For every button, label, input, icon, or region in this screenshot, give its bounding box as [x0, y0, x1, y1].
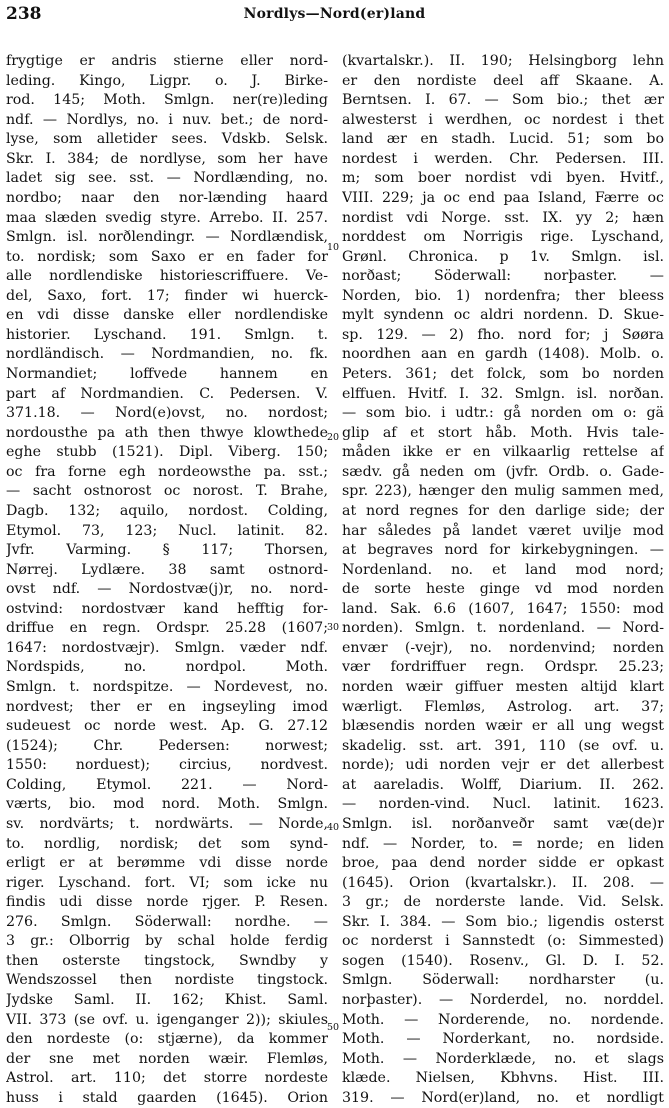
text-line: — sacht ostnorost oc norost. T. Brahe,	[6, 483, 328, 500]
text-line: huss i stald gaarden (1645). Orion	[6, 1089, 328, 1106]
text-line: land. Sak. 6.6 (1607, 1647; 1550: mod	[342, 600, 664, 617]
text-line: erligt er at berømme vdi disse norde	[6, 855, 328, 872]
text-line: sv. nordvärts; t. nordwärts. — Norde,	[6, 815, 328, 832]
text-line: Norden, bio. 1) nordenfra; ther bleess	[342, 287, 664, 304]
text-line: norden wæir giffuer mesten altijd klart	[342, 679, 664, 695]
text-line: Dagb. 132; aquilo, nordost. Colding,	[6, 502, 328, 519]
text-line: den nordeste (o: stjærne), da kommer	[6, 1031, 328, 1048]
text-line: at begraves nord for kirkebygningen. —	[342, 542, 664, 559]
text-line: maa slæden svedig styre. Arrebo. II. 257.	[6, 209, 328, 226]
text-line: part af Nordmandien. C. Pedersen. V.	[6, 385, 328, 402]
text-line: ndf. — Norder, to. = norde; en liden	[342, 835, 664, 852]
text-line: VIII. 229; ja oc end paa Island, Færre oc	[342, 189, 664, 206]
left-column	[6, 52, 328, 1108]
text-line: Moth. — Norderkant, no. nordside.	[342, 1031, 664, 1048]
text-line: 276. Smlgn. Söderwall: nordhe. —	[6, 913, 328, 930]
text-line: klæde. Nielsen, Kbhvns. Hist. III.	[342, 1070, 664, 1087]
text-line: elffuen. Hvitf. I. 32. Smlgn. isl. norðan.	[342, 385, 664, 402]
text-line: noordhen aan en gardh (1408). Molb. o.	[342, 346, 664, 363]
text-line: Skr. I. 384; de nordlyse, som her have	[6, 150, 328, 167]
text-line: (kvartalskr.). II. 190; Helsingborg lehn	[342, 53, 664, 69]
text-line: Nordenland. no. et land mod nord;	[342, 561, 664, 578]
text-line: Astrol. art. 110; det storre nordeste	[6, 1070, 328, 1087]
text-line: Smlgn. Söderwall: nordharster (u.	[342, 972, 664, 989]
text-line: Berntsen. I. 67. — Som bio.; thet ær	[342, 92, 664, 109]
text-line: 3 gr.; de norderste lande. Vid. Selsk.	[342, 894, 664, 911]
text-line: broe, paa dend norder sidde er opkast	[342, 855, 664, 872]
text-line: 3 gr.: Olborrig by schal holde ferdig	[6, 933, 328, 950]
text-line: ndf. — Nordlys, no. i nuv. bet.; de nord-	[6, 111, 328, 128]
text-line: land ær en stadh. Lucid. 51; som bo	[342, 131, 664, 148]
page-header	[6, 4, 663, 30]
text-line: VII. 373 (se ovf. u. igenganger 2)); skiules	[6, 1011, 328, 1028]
text-line: (1524); Chr. Pedersen: norwest;	[6, 737, 328, 754]
text-line: — norden-vind. Nucl. latinit. 1623.	[342, 796, 664, 813]
text-line: spr. 223), hænger den mulig sammen med,	[342, 483, 664, 500]
text-line: driffue en regn. Ordspr. 25.28 (1607;	[6, 620, 328, 637]
text-line: to. nordlig, nordisk; det som synd-	[6, 835, 328, 852]
text-line: Skr. I. 384. — Som bio.; ligendis osterst	[342, 913, 664, 930]
text-line: rod. 145; Moth. Smlgn. ner(re)leding	[6, 92, 328, 109]
text-line: nordest i werden. Chr. Pedersen. III.	[342, 150, 664, 167]
text-line: 371.18. — Nord(e)ovst, no. nordost;	[6, 405, 328, 422]
text-line: frygtige er andris stierne eller nord-	[6, 53, 328, 69]
text-line: Smlgn. t. nordspitze. — Nordevest, no.	[6, 679, 328, 695]
text-line: 319. — Nord(er)land, no. et nordligt	[342, 1089, 664, 1106]
text-line: del, Saxo, fort. 17; finder wi huerck-	[6, 287, 328, 304]
text-line: Smlgn. isl. norðanveðr samt væ(de)r	[342, 815, 664, 832]
line-number: 30	[327, 622, 340, 633]
text-line: Smlgn. isl. norðlendingr. — Nordlændisk,	[6, 229, 328, 246]
text-line: 1550: norduest); circius, nordvest.	[6, 757, 328, 774]
text-line: nordbo; naar den nor-lænding haard	[6, 189, 328, 206]
text-line: sædv. gå neden om (jvfr. Ordb. o. Gade-	[342, 463, 664, 480]
text-line: har således på landet været uvilje mod	[342, 522, 664, 539]
text-line: then osterste tingstock, Swndby y	[6, 952, 328, 969]
text-line: nordousthe pa ath then thwye klowthede	[6, 424, 328, 441]
text-line: der sne met norden wæir. Flemløs,	[6, 1050, 328, 1067]
text-line: to. nordisk; som Saxo er en fader for	[6, 248, 328, 265]
text-line: alwesterst i werdhen, oc nordest i thet	[342, 111, 664, 128]
page-number: 238	[6, 4, 42, 24]
line-number: 20	[327, 432, 340, 443]
text-line: nordvest; ther er en ingseyling imod	[6, 698, 328, 715]
text-line: oc norderst i Sannstedt (o: Simmested)	[342, 933, 664, 950]
text-line: findis udi disse norde rjger. P. Resen.	[6, 894, 328, 911]
text-line: en vdi disse danske eller nordlendiske	[6, 307, 328, 324]
text-line: nordländisch. — Nordmandien, no. fk.	[6, 346, 328, 363]
text-line: blæsendis norden wæir er all ung wegst	[342, 718, 664, 735]
text-line: ostvind: nordostvær kand hefftig for-	[6, 600, 328, 617]
text-line: sudeuest oc norde west. Ap. G. 27.12	[6, 718, 328, 735]
text-line: (1645). Orion (kvartalskr.). II. 208. —	[342, 874, 664, 891]
text-line: m; som boer nordist vdi byen. Hvitf.,	[342, 170, 664, 187]
text-line: at nord regnes for den darlige side; der	[342, 502, 664, 519]
text-line: Wendszossel then nordiste tingstock.	[6, 972, 328, 989]
text-line: — som bio. i udtr.: gå norden om o: gä	[342, 405, 664, 422]
text-line: alle nordlendiske historiescriffuere. Ve-	[6, 268, 328, 285]
text-line: at aareladis. Wolff, Diarium. II. 262.	[342, 776, 664, 793]
text-line: Grønl. Chronica. p 1v. Smlgn. isl.	[342, 248, 664, 265]
text-line: 1647: nordostvæjr). Smlgn. væder ndf.	[6, 639, 328, 656]
text-line: Jvfr. Varming. § 117; Thorsen,	[6, 542, 328, 559]
text-line: riger. Lyschand. fort. VI; som icke nu	[6, 874, 328, 891]
line-number: 50	[327, 1022, 340, 1033]
text-line: norde); udi norden vejr er det allerbest	[342, 757, 664, 774]
text-line: Normandiet; loffvede hannem en	[6, 366, 328, 382]
text-line: norþaster). — Norderdel, no. norddel.	[342, 992, 664, 1008]
text-line: mylt syndenn oc aldri nordenn. D. Skue-	[342, 307, 664, 324]
text-line: vær fordriffuer regn. Ordspr. 25.23;	[342, 659, 664, 676]
running-head: Nordlys—Nord(er)land	[243, 6, 426, 22]
text-line: ladet sig see. sst. — Nordlænding, no.	[6, 170, 328, 187]
text-line: Nørrej. Lydlære. 38 samt ostnord-	[6, 561, 328, 578]
text-line: Peters. 361; det folck, som bo norden	[342, 366, 664, 382]
text-line: skadelig. sst. art. 391, 110 (se ovf. u.	[342, 737, 664, 754]
text-line: sp. 129. — 2) fho. nord for; j Søøra	[342, 326, 664, 343]
text-line: måden ikke er en vilkaarlig rettelse af	[342, 444, 664, 461]
text-line: sogen (1540). Rosenv., Gl. D. I. 52.	[342, 952, 664, 969]
text-line: Moth. — Norderende, no. nordende.	[342, 1011, 664, 1028]
line-number: 10	[327, 242, 340, 253]
text-line: norden). Smlgn. t. nordenland. — Nord-	[342, 620, 664, 637]
text-line: ovst ndf. — Nordostvæ(j)r, no. nord-	[6, 581, 328, 598]
text-line: glip af et stort håb. Moth. Hvis tale-	[342, 424, 664, 441]
text-line: oc fra forne egh nordeowsthe pa. sst.;	[6, 463, 328, 480]
text-line: Moth. — Norderklæde, no. et slags	[342, 1050, 664, 1067]
text-line: de sorte heste ginge vd mod norden	[342, 581, 664, 598]
text-line: Etymol. 73, 123; Nucl. latinit. 82.	[6, 522, 328, 539]
text-line: Nordspids, no. nordpol. Moth.	[6, 659, 328, 676]
text-line: Jydske Saml. II. 162; Khist. Saml.	[6, 992, 328, 1008]
text-line: norddest om Norrigis rige. Lyschand,	[342, 229, 664, 246]
text-line: lyse, som alletider sees. Vdskb. Selsk.	[6, 131, 328, 148]
text-line: nordist vdi Norge. sst. IX. yy 2; hæn	[342, 209, 664, 226]
text-line: er den nordiste deel aff Skaane. A.	[342, 72, 664, 89]
text-line: leding. Kingo, Ligpr. o. J. Birke-	[6, 72, 328, 89]
text-line: eghe stubb (1521). Dipl. Viberg. 150;	[6, 444, 328, 461]
right-column	[342, 52, 664, 1108]
text-line: værts, bio. mod nord. Moth. Smlgn.	[6, 796, 328, 813]
text-line: historier. Lyschand. 191. Smlgn. t.	[6, 326, 328, 343]
text-line: Colding, Etymol. 221. — Nord-	[6, 776, 328, 793]
line-number: 40	[327, 822, 340, 833]
text-line: envær (-vejr), no. nordenvind; norden	[342, 639, 664, 656]
text-line: norðast; Söderwall: norþaster. —	[342, 268, 664, 285]
text-line: wærligt. Flemløs, Astrolog. art. 37;	[342, 698, 664, 715]
